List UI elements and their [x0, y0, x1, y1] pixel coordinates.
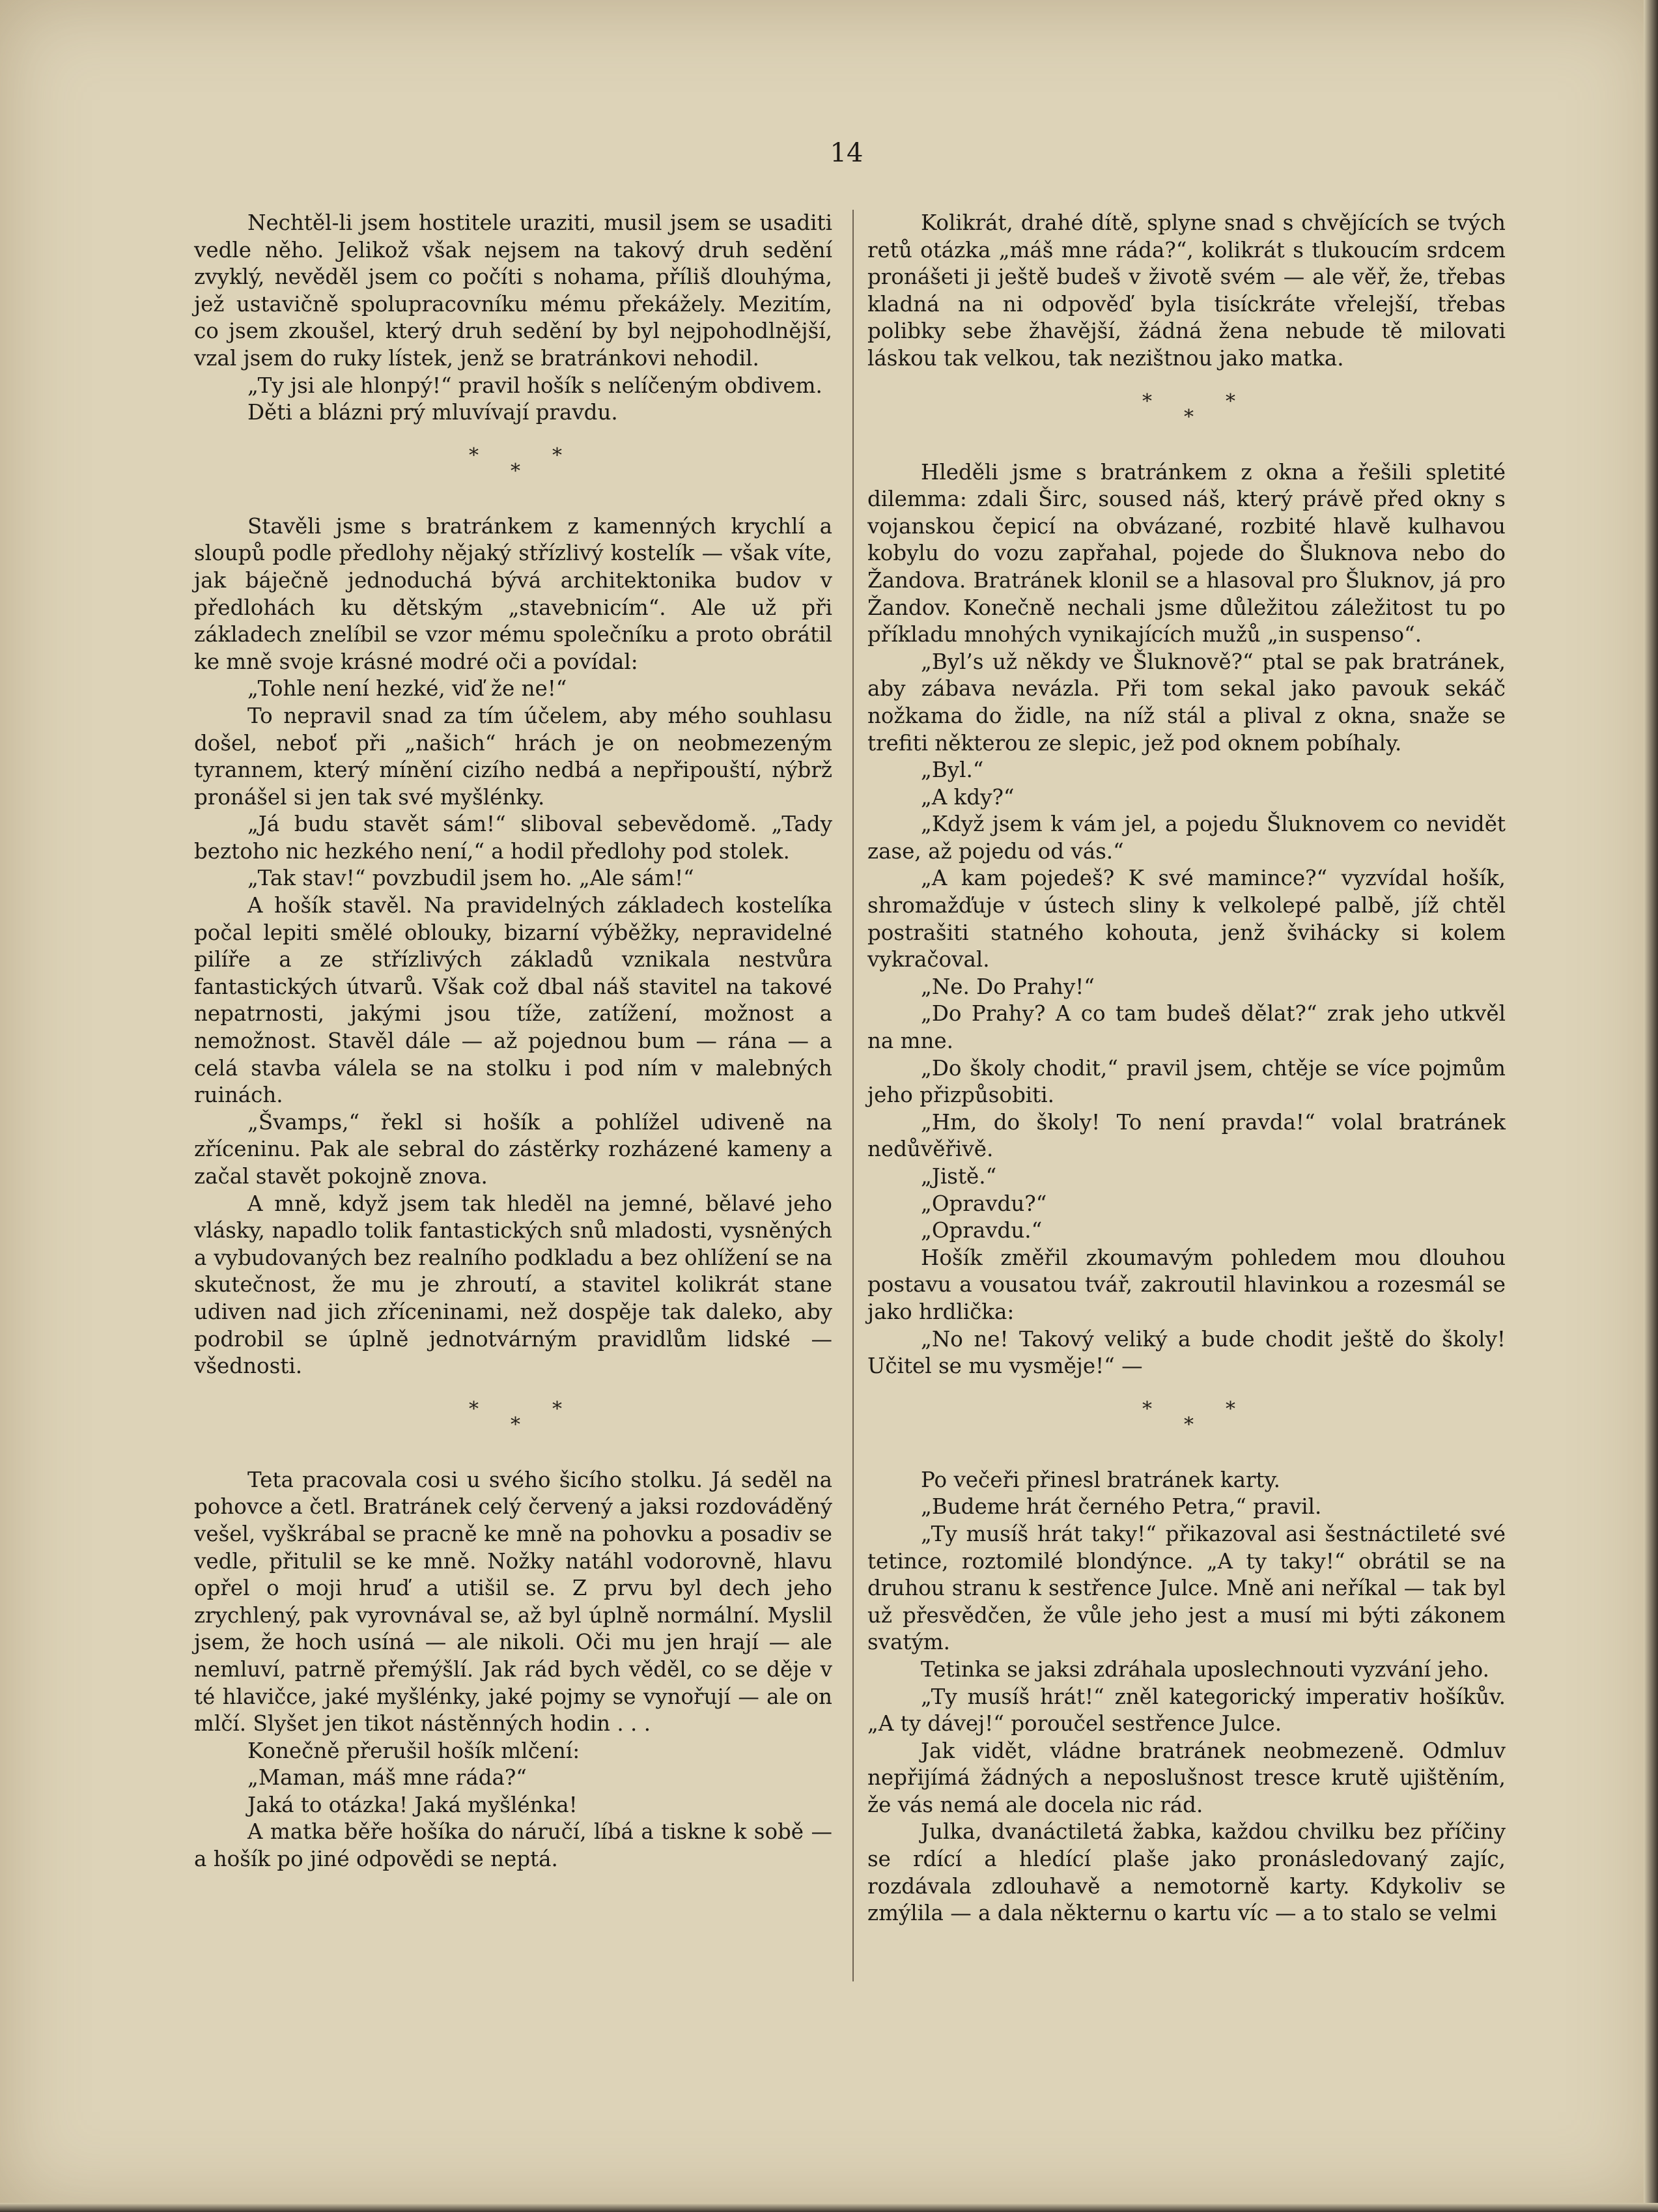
paragraph: Hošík změřil zkoumavým pohledem mou dlouhou postavu a vousatou tvář, zakroutil hlavinkou a rozesmál se jako hrdlička: — [867, 1245, 1506, 1324]
right-column — [867, 210, 1506, 1927]
separator-star: * — [469, 444, 479, 467]
paragraph: „Opravdu?“ — [921, 1191, 1047, 1216]
paragraph: „Ty musíš hrát taky!“ přikazoval asi šestnáctileté své tetince, roztomilé blondýnce. „A ty taky!“ obrátil se na druhou stranu k sestřence Julce. Mně ani neříkal — tak byl už přesvědčen, že vůle jeho jest a musí mi býti zákonem svatým. — [867, 1521, 1506, 1655]
paragraph: „Tak stav!“ povzbudil jsem ho. „Ale sám!“ — [247, 866, 694, 891]
separator-star: * — [511, 1413, 520, 1436]
paragraph: Hleděli jsme s bratránkem z okna a řešili spletité dilemma: zdali Širc, soused náš, který právě před okny s vojanskou čepicí na obvázané, rozbité hlavě kulhavou kobylu do vozu zapřahal, pojede do Šluknova nebo do Žandova. Bratránek klonil se a hlasoval pro Šluknov, já pro Žandov. Konečně nechali jsme důležitou záležitost tu po příkladu mnohých vynikajících mužů „in suspenso“. — [867, 459, 1506, 647]
paragraph: Jaká to otázka! Jaká myšlénka! — [247, 1792, 578, 1817]
paragraph: A hošík stavěl. Na pravidelných základech kostelíka počal lepiti smělé oblouky, bizarní výběžky, nepravidelné pilíře a ze střízlivých základů vznikala nestvůra fantastických útvarů. Však což dbal náš stavitel na takové nepatrnosti, jakými jsou tíže, zatížení, možnost a nemožnost. Stavěl dále — až pojednou bum — rána — a celá stavba válela se na stolku i pod ním v malebných ruinách. — [194, 893, 832, 1108]
paragraph: „Ty musíš hrát!“ zněl kategorický imperativ hošíkův. „A ty dávej!“ poroučel sestřence Julce. — [867, 1684, 1506, 1737]
paragraph: „Tohle není hezké, viď že ne!“ — [247, 676, 567, 702]
separator-star: * — [552, 444, 562, 467]
paragraph: Konečně přerušil hošík mlčení: — [247, 1738, 580, 1763]
separator-star: * — [1226, 1397, 1235, 1421]
paragraph: „Opravdu.“ — [921, 1218, 1043, 1243]
paragraph: „Do Prahy? A co tam budeš dělat?“ zrak jeho utkvěl na mne. — [867, 1001, 1506, 1054]
column-divider — [852, 210, 854, 1981]
paragraph: Děti a blázni prý mluvívají pravdu. — [247, 400, 618, 425]
paragraph: „Maman, máš mne ráda?“ — [247, 1765, 527, 1791]
separator-star: * — [1226, 390, 1235, 413]
section-separator — [867, 1380, 1506, 1467]
paragraph: Jak vidět, vládne bratránek neobmezeně. Odmluv nepřijímá žádných a neposlušnost tresce krutě ujištěním, že vás nemá ale docela nic rád. — [867, 1738, 1506, 1817]
paragraph: Stavěli jsme s bratránkem z kamenných krychlí a sloupů podle předlohy nějaký střízlivý kostelík — však víte, jak báječně jednoduchá bývá architektonika budov v předlohách ku dětským „stavebnicím“. Ale už při základech znelíbil se vzor mému společníku a proto obrátil ke mně svoje krásné modré oči a povídal: — [194, 513, 832, 674]
page-number: 14 — [830, 138, 864, 168]
separator-star: * — [1184, 1413, 1194, 1436]
separator-star: * — [1184, 405, 1194, 429]
paragraph: „Byl’s už někdy ve Šluknově?“ ptal se pak bratránek, aby zábava nevázla. Při tom sekal jako pavouk sekáč nožkama do židle, na níž stál a plival z okna, snaže se trefiti některou ze slepic, jež pod oknem pobíhaly. — [867, 649, 1506, 756]
page-bottom-edge — [0, 2203, 1658, 2212]
paragraph: „A kdy?“ — [921, 784, 1015, 810]
paragraph: A mně, když jsem tak hleděl na jemné, bělavé jeho vlásky, napadlo tolik fantastických snů mladosti, vysněných a vybudovaných bez realního podkladu a bez ohlížení se na skutečnost, že mu je zhroutí, a stavitel kolikrát stane udiven nad jich zříceninami, než dospěje tak daleko, aby podrobil se úplně jednotvárným pravidlům lidské — všednosti. — [194, 1191, 832, 1379]
paragraph: „Do školy chodit,“ pravil jsem, chtěje se více pojmům jeho přizpůsobiti. — [867, 1055, 1506, 1108]
paragraph: To nepravil snad za tím účelem, aby mého souhlasu došel, neboť při „našich“ hrách je on neobmezeným tyrannem, který mínění cizího nedbá a nepřipouští, nýbrž pronášel si jen tak své myšlénky. — [194, 703, 832, 810]
page-edge-shadow — [1644, 0, 1658, 2212]
paragraph: „Hm, do školy! To není pravda!“ volal bratránek nedůvěřivě. — [867, 1109, 1506, 1162]
separator-star: * — [511, 459, 520, 483]
section-separator — [194, 1380, 832, 1467]
paragraph: Nechtěl-li jsem hostitele uraziti, musil jsem se usaditi vedle něho. Jelikož však nejsem na takový druh sedění zvyklý, nevěděl jsem co počíti s nohama, příliš dlouhýma, jež ustavičně spolupracovníku mému překážely. Mezitím, co jsem zkoušel, který druh sedění by byl nejpohodlnější, vzal jsem do ruky lístek, jenž se bratránkovi nehodil. — [194, 210, 832, 371]
paragraph: „Švamps,“ řekl si hošík a pohlížel udiveně na zříceninu. Pak ale sebral do zástěrky rozházené kameny a začal stavět pokojně znova. — [194, 1109, 832, 1189]
paragraph: „Ty jsi ale hlonpý!“ pravil hošík s nelíčeným obdivem. — [247, 373, 822, 398]
paragraph: „Já budu stavět sám!“ sliboval sebevědomě. „Tady beztoho nic hezkého není,“ a hodil předlohy pod stolek. — [194, 812, 832, 864]
paragraph: Julka, dvanáctiletá žabka, každou chvilku bez příčiny se rdící a hledící plaše jako pronásledovaný zajíc, rozdávala zdlouhavě a nemotorně karty. Kdykoliv se zmýlila — a dala někternu o kartu víc — a to stalo se velmi — [867, 1819, 1506, 1926]
paragraph: Po večeři přinesl bratránek karty. — [921, 1467, 1280, 1492]
paragraph: Kolikrát, drahé dítě, splyne snad s chvějících se tvých retů otázka „máš mne ráda?“, kolikrát s tlukoucím srdcem pronášeti ji ještě budeš v životě svém — ale věř, že, třebas kladná na ni odpověď byla tisíckráte vřelejší, třebas polibky sebe žhavější, žádná žena nebude tě milovati láskou tak velkou, tak nezištnou jako matka. — [867, 210, 1506, 371]
paragraph: „Byl.“ — [921, 758, 984, 783]
paragraph: „Budeme hrát černého Petra,“ pravil. — [921, 1494, 1322, 1520]
separator-star: * — [469, 1397, 479, 1421]
separator-star: * — [1142, 1397, 1152, 1421]
paragraph: „Jistě.“ — [921, 1164, 997, 1189]
separator-star: * — [1142, 390, 1152, 413]
paragraph: „Když jsem k vám jel, a pojedu Šluknovem co nevidět zase, až pojedu od vás.“ — [867, 812, 1506, 864]
paragraph: Teta pracovala cosi u svého šicího stolku. Já seděl na pohovce a četl. Bratránek celý červený a jaksi rozdováděný vešel, vyškrábal se pracně ke mně na pohovku a posadiv se vedle, přitulil se ke mně. Nožky natáhl vodorovně, hlavu opřel o moji hruď a utišil se. Z prvu byl dech jeho zrychlený, pak vyrovnával se, až byl úplně normální. Myslil jsem, že hoch usíná — ale nikoli. Oči mu jen hrají — ale nemluví, patrně přemýšlí. Jak rád bych věděl, co se děje v té hlavičce, jaké myšlénky, jaké pojmy se vynořují — ale on mlčí. Slyšet jen tikot nástěnných hodin . . . — [194, 1467, 832, 1737]
paragraph: „No ne! Takový veliký a bude chodit ještě do školy! Učitel se mu vysměje!“ — — [867, 1326, 1506, 1379]
left-column — [194, 210, 832, 1873]
paragraph: Tetinka se jaksi zdráhala uposlechnouti vyzvání jeho. — [921, 1656, 1489, 1682]
section-separator — [867, 373, 1506, 459]
separator-star: * — [552, 1397, 562, 1421]
paragraph: A matka běře hošíka do náručí, líbá a tiskne k sobě — a hošík po jiné odpovědi se neptá. — [194, 1819, 832, 1872]
section-separator — [194, 427, 832, 513]
paragraph: „Ne. Do Prahy!“ — [921, 974, 1095, 999]
paragraph: „A kam pojedeš? K své mamince?“ vyzvídal hošík, shromažďuje v ústech sliny k velkolepé palbě, jíž chtěl postrašiti statného kohouta, jenž švihácky si kolem vykračoval. — [867, 866, 1506, 972]
